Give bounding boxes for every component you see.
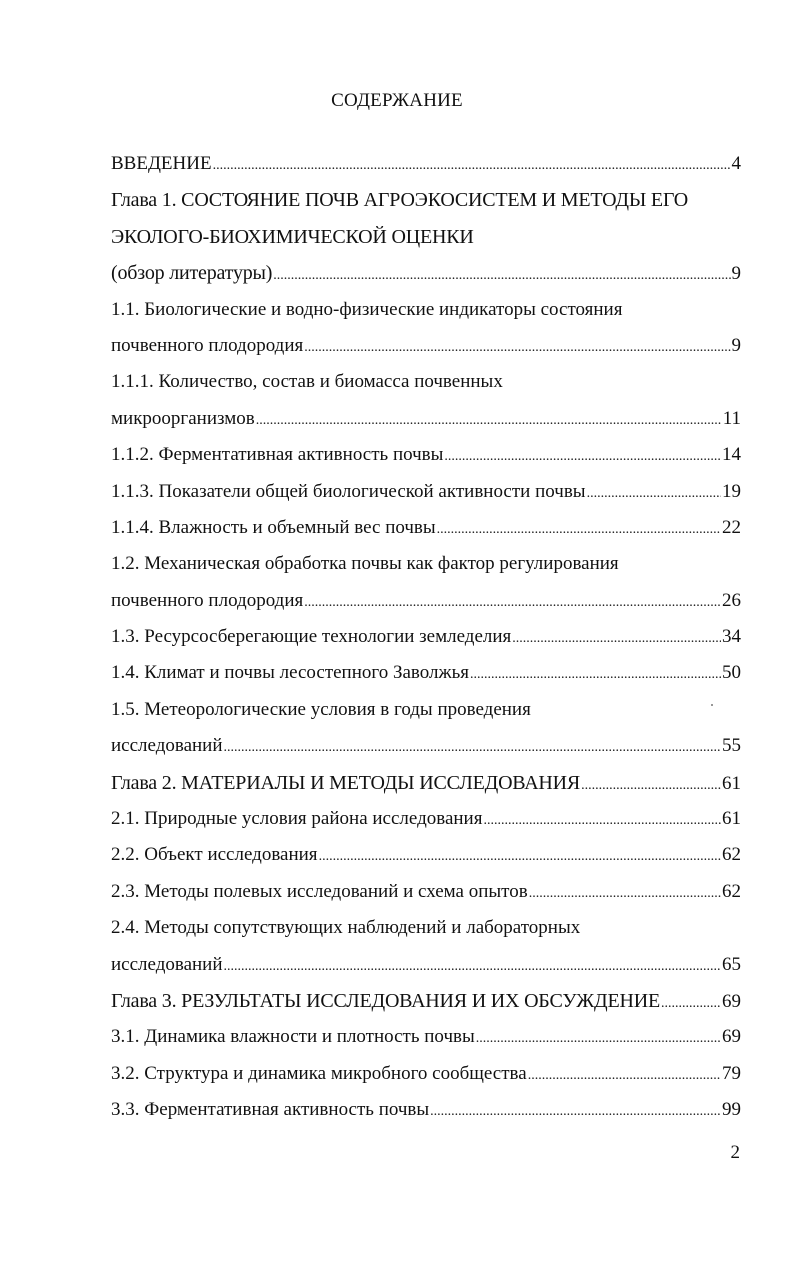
dot-leader bbox=[224, 728, 721, 766]
dot-leader bbox=[529, 874, 721, 912]
toc-entry-line: 1.1.1. Количество, состав и биомасса почвенных bbox=[111, 371, 503, 393]
dot-leader bbox=[661, 984, 721, 1022]
toc-entry-page: 9 bbox=[731, 334, 741, 356]
toc-entry-page: 62 bbox=[722, 844, 741, 866]
toc-entry bbox=[111, 765, 741, 801]
toc-entry-title: почвенного плодородия bbox=[111, 334, 304, 356]
toc-entry-page: 22 bbox=[722, 516, 741, 538]
toc-entry-title: Глава 2. МАТЕРИАЛЫ И МЕТОДЫ ИССЛЕДОВАНИЯ bbox=[111, 771, 581, 794]
toc-entry-page: 65 bbox=[722, 953, 741, 975]
toc-entry-line: Глава 1. СОСТОЯНИЕ ПОЧВ АГРОЭКОСИСТЕМ И МЕТОДЫ ЕГО bbox=[111, 189, 689, 212]
toc-entry-page: 62 bbox=[722, 880, 741, 902]
toc-entry-line: ЭКОЛОГО-БИОХИМИЧЕСКОЙ ОЦЕНКИ bbox=[111, 225, 474, 248]
dot-leader bbox=[587, 474, 721, 512]
toc-entry bbox=[111, 510, 741, 546]
toc-entry-title: (обзор литературы) bbox=[111, 262, 273, 285]
toc-entry bbox=[111, 401, 741, 437]
toc-entry bbox=[111, 1056, 741, 1092]
toc-entry-page: 4 bbox=[731, 153, 741, 174]
toc-entry-title: 1.3. Ресурсосберегающие технологии земледелия bbox=[111, 626, 512, 648]
toc-entry-page: 34 bbox=[722, 626, 741, 648]
dot-leader bbox=[430, 1092, 721, 1130]
toc-entry-title: Глава 3. РЕЗУЛЬТАТЫ ИССЛЕДОВАНИЯ И ИХ ОБСУЖДЕНИЕ bbox=[111, 989, 660, 1012]
toc-entry bbox=[111, 728, 741, 764]
toc-entry-title: 1.1.2. Ферментативная активность почвы bbox=[111, 444, 444, 466]
toc-entry-title: 3.2. Структура и динамика микробного сообщества bbox=[111, 1062, 527, 1084]
table-of-contents bbox=[111, 146, 741, 1129]
toc-entry bbox=[111, 328, 741, 364]
toc-entry bbox=[111, 583, 741, 619]
dot-leader bbox=[256, 401, 722, 439]
page-number: 2 bbox=[730, 1142, 740, 1163]
dot-leader bbox=[304, 583, 721, 621]
dot-leader bbox=[512, 619, 721, 657]
dot-leader bbox=[213, 146, 731, 184]
toc-entry-title: 3.3. Ферментативная активность почвы bbox=[111, 1099, 430, 1121]
toc-entry-page: 26 bbox=[722, 589, 741, 611]
toc-entry-page: 99 bbox=[722, 1099, 741, 1121]
toc-entry-title: ВВЕДЕНИЕ bbox=[111, 153, 212, 174]
dot-leader bbox=[483, 801, 721, 839]
toc-entry-title: почвенного плодородия bbox=[111, 589, 304, 611]
toc-entry bbox=[111, 983, 741, 1019]
toc-entry bbox=[111, 619, 741, 655]
toc-entry-page: 50 bbox=[722, 662, 741, 684]
dot-leader bbox=[528, 1056, 721, 1094]
scan-speck bbox=[711, 704, 713, 706]
toc-entry-title: микроорганизмов bbox=[111, 407, 255, 429]
dot-leader bbox=[304, 328, 730, 366]
toc-entry bbox=[111, 255, 741, 291]
toc-entry-title: 1.4. Климат и почвы лесостепного Заволжья bbox=[111, 662, 470, 684]
dot-leader bbox=[444, 437, 721, 475]
toc-entry bbox=[111, 474, 741, 510]
toc-entry-page: 19 bbox=[722, 480, 741, 502]
toc-entry-line: 1.2. Механическая обработка почвы как фактор регулирования bbox=[111, 553, 619, 575]
toc-entry-title: 2.3. Методы полевых исследований и схема опытов bbox=[111, 880, 528, 902]
toc-entry-page: 55 bbox=[722, 735, 741, 757]
toc-entry-line: 1.1. Биологические и водно-физические индикаторы состояния bbox=[111, 298, 623, 320]
toc-entry-title: исследований bbox=[111, 953, 223, 975]
toc-entry-title: 3.1. Динамика влажности и плотность почвы bbox=[111, 1026, 475, 1048]
dot-leader bbox=[437, 510, 721, 548]
toc-entry-title: 1.1.4. Влажность и объемный вес почвы bbox=[111, 516, 436, 538]
toc-entry-page: 69 bbox=[722, 990, 741, 1012]
toc-entry-title: 1.1.3. Показатели общей биологической активности почвы bbox=[111, 480, 586, 502]
toc-entry-page: 11 bbox=[722, 407, 741, 429]
dot-leader bbox=[319, 837, 721, 875]
toc-entry bbox=[111, 947, 741, 983]
toc-entry-title: 2.1. Природные условия района исследования bbox=[111, 808, 483, 830]
dot-leader bbox=[581, 766, 721, 804]
toc-entry bbox=[111, 1092, 741, 1128]
toc-entry-page: 61 bbox=[722, 772, 741, 794]
toc-entry bbox=[111, 1019, 741, 1055]
toc-entry-page: 14 bbox=[722, 444, 741, 466]
toc-entry-title: исследований bbox=[111, 735, 223, 757]
toc-entry bbox=[111, 437, 741, 473]
dot-leader bbox=[476, 1019, 721, 1057]
toc-entry-page: 69 bbox=[722, 1026, 741, 1048]
toc-entry-title: 2.2. Объект исследования bbox=[111, 844, 318, 866]
toc-entry bbox=[111, 146, 741, 182]
toc-entry-page: 9 bbox=[731, 263, 741, 285]
page-title: СОДЕРЖАНИЕ bbox=[331, 90, 463, 111]
toc-entry-page: 61 bbox=[722, 808, 741, 830]
toc-entry-line: 2.4. Методы сопутствующих наблюдений и лабораторных bbox=[111, 917, 581, 939]
toc-entry bbox=[111, 801, 741, 837]
toc-entry bbox=[111, 837, 741, 873]
dot-leader bbox=[224, 947, 721, 985]
toc-entry-line: 1.5. Метеорологические условия в годы проведения bbox=[111, 698, 531, 720]
dot-leader bbox=[470, 655, 721, 693]
toc-entry-page: 79 bbox=[722, 1062, 741, 1084]
dot-leader bbox=[273, 256, 730, 294]
toc-entry bbox=[111, 874, 741, 910]
toc-entry bbox=[111, 655, 741, 691]
